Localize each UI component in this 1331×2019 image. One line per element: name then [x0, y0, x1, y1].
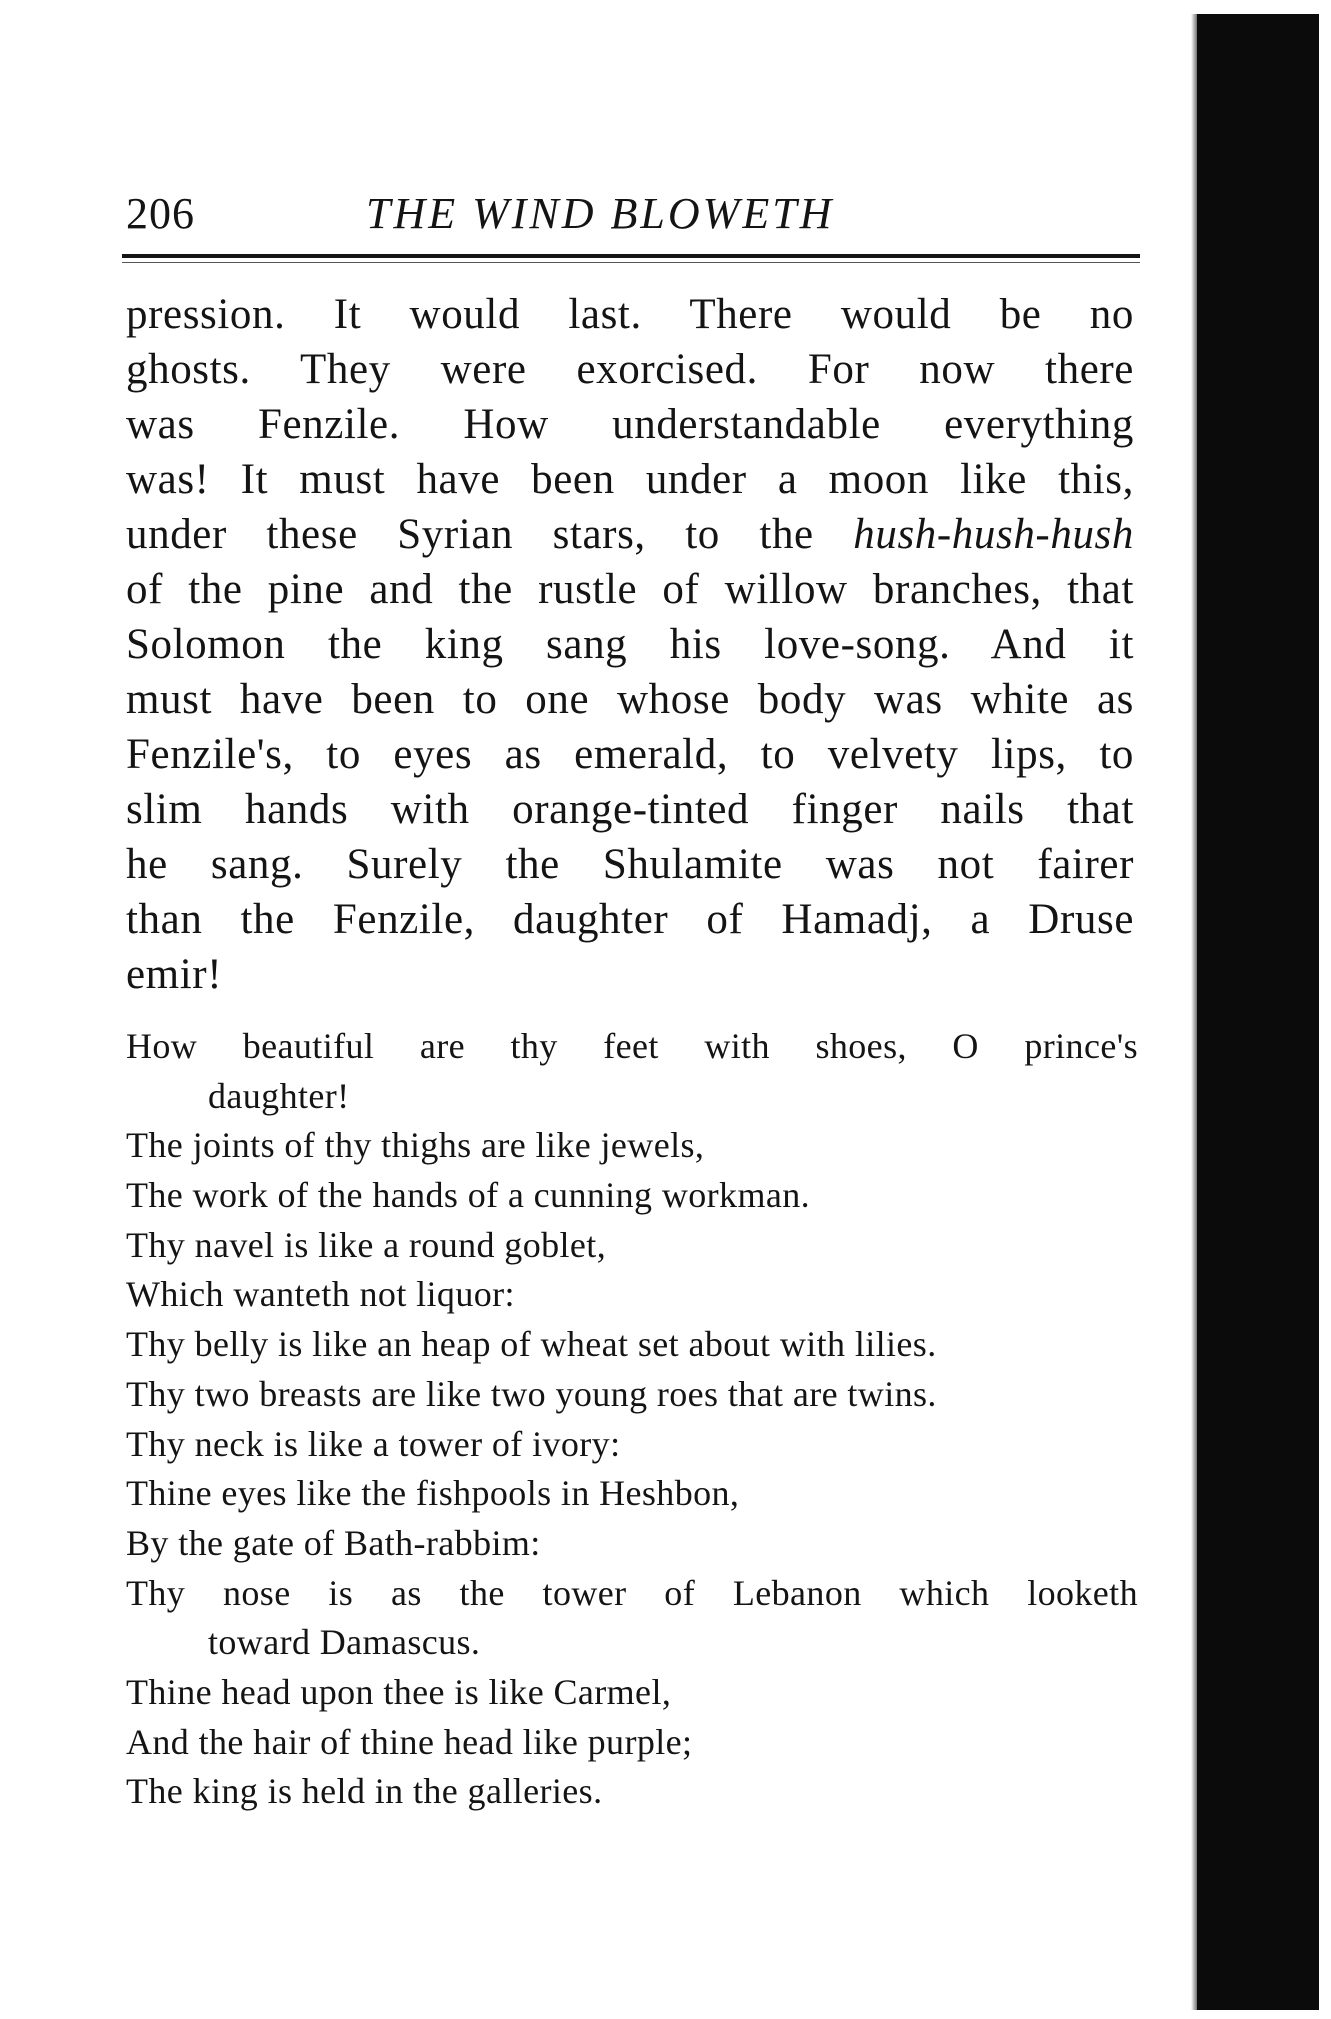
verse-line: And the hair of thine head like purple;: [126, 1721, 693, 1762]
header-rule-thin: [122, 262, 1140, 263]
verse-line: Thy navel is like a round goblet,: [126, 1224, 607, 1265]
running-title: THE WIND BLOWETH: [366, 189, 835, 238]
verse-line: Thy nose is as the tower of Lebanon which looketh: [126, 1572, 1138, 1613]
page-binding-edge: [1197, 14, 1319, 2010]
text-line: Fenzile's, to eyes as emerald, to velvety lips, to: [126, 731, 1134, 778]
verse-line: The joints of thy thighs are like jewels,: [126, 1125, 705, 1166]
text-line: slim hands with orange-tinted finger nails that: [126, 786, 1134, 833]
text-line: ghosts. They were exorcised. For now there: [126, 346, 1134, 393]
text-line: was Fenzile. How understandable everything: [126, 401, 1134, 448]
header-rule: [122, 254, 1140, 258]
text-line: [126, 507, 1134, 562]
text-line: of the pine and the rustle of willow branches, that: [126, 566, 1134, 613]
verse-line: Thine eyes like the fishpools in Heshbon,: [126, 1473, 740, 1514]
verse-line: The king is held in the galleries.: [126, 1771, 603, 1812]
verse-line: Thy belly is like an heap of wheat set about with lilies.: [126, 1324, 937, 1365]
text-line: must have been to one whose body was white as: [126, 676, 1134, 723]
verse-line: How beautiful are thy feet with shoes, O prince's: [126, 1026, 1138, 1066]
text-line: pression. It would last. There would be no: [126, 291, 1134, 338]
verse-line: Thine head upon thee is like Carmel,: [126, 1671, 672, 1712]
verse-line: By the gate of Bath-rabbim:: [126, 1522, 541, 1563]
text-line: was! It must have been under a moon like this,: [126, 456, 1134, 503]
verse-line: Thy neck is like a tower of ivory:: [126, 1423, 621, 1464]
text-line: Solomon the king sang his love-song. And it: [126, 621, 1134, 668]
text-line: emir!: [126, 951, 223, 998]
page-number: 206: [126, 189, 195, 238]
verse-line-continuation: daughter!: [208, 1075, 350, 1116]
verse-quotation: [126, 1022, 1138, 1817]
italic-phrase: hush-hush-hush: [853, 511, 1134, 558]
text-segment: under these Syrian stars, to the: [126, 511, 814, 558]
verse-line: Which wanteth not liquor:: [126, 1274, 515, 1315]
running-head: [126, 184, 1142, 244]
verse-line-continuation: toward Damascus.: [208, 1622, 481, 1663]
verse-line: The work of the hands of a cunning workman.: [126, 1175, 811, 1216]
verse-line: Thy two breasts are like two young roes that are twins.: [126, 1373, 937, 1414]
prose-paragraph: [126, 287, 1134, 1002]
text-line: than the Fenzile, daughter of Hamadj, a Druse: [126, 896, 1134, 943]
text-line: he sang. Surely the Shulamite was not fairer: [126, 841, 1134, 888]
